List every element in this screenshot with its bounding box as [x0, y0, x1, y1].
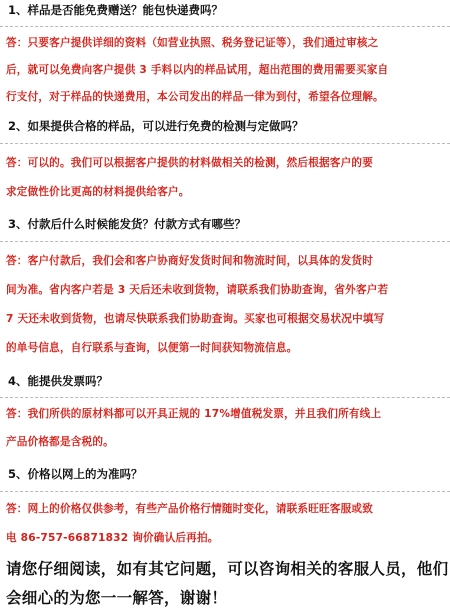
faq-answer-3-line-3: 7 天还未收到货物，也请尽快联系我们协助查询。买家也可根据交易状况中填写: [6, 313, 385, 325]
faq-answer-5-line-1: 答：网上的价格仅供参考，有些产品价格行情随时变化，请联系旺旺客服或致: [6, 503, 373, 515]
faq-answer-2-line-2: 求定做性价比更高的材料提供给客户。: [6, 186, 190, 198]
faq-answer-2: [6, 149, 446, 207]
faq-question-1: 1、样品是否能免费赠送？能包快递费吗？: [8, 3, 223, 17]
closing-note-line-1: 请您仔细阅读，如有其它问题，可以咨询相关的客服人员，他们: [6, 560, 449, 578]
faq-question-4: 4、能提供发票吗？: [8, 374, 109, 388]
faq-answer-4-line-1: 答：我们所供的原材料都可以开具正规的 17%增值税发票，并且我们所有线上: [6, 408, 382, 420]
closing-note-line-2: 会细心的为您一一解答，谢谢！: [6, 589, 228, 607]
faq-answer-1: [6, 30, 446, 111]
faq-answer-3: [6, 247, 446, 363]
faq-answer-3-line-1: 答：客户付款后，我们会和客户协商好发货时间和物流时间，以具体的发货时: [6, 255, 373, 267]
faq-question-3: 3、付款后什么时候能发货？付款方式有哪些？: [8, 217, 246, 231]
separator-2: [0, 143, 450, 144]
faq-answer-3-line-4: 的单号信息，自行联系与查询，以便第一时间获知物流信息。: [6, 342, 298, 354]
faq-answer-3-line-2: 间为准。省内客户若是 3 天后还未收到货物，请联系我们协助查询，省外客户若: [6, 284, 389, 296]
faq-answer-4: [6, 400, 446, 456]
closing-note: [6, 555, 449, 613]
faq-answer-1-line-1: 答：只要客户提供详细的资料（如营业执照、税务登记证等），我们通过审核之: [6, 37, 379, 49]
faq-question-5: 5、价格以网上的为准吗？: [8, 467, 143, 481]
faq-answer-1-line-3: 行支付，对于样品的快递费用，本公司发出的样品一律为到付，希望各位理解。: [6, 91, 384, 103]
separator-1: [0, 26, 450, 27]
faq-question-2: 2、如果提供合格的样品，可以进行免费的检测与定做吗？: [8, 119, 304, 133]
faq-answer-2-line-1: 答：可以的。我们可以根据客户提供的材料做相关的检测，然后根据客户的要: [6, 157, 373, 169]
faq-answer-4-line-2: 产品价格都是含税的。: [6, 436, 114, 448]
faq-answer-5: [6, 495, 446, 553]
separator-5: [0, 491, 450, 492]
separator-4: [0, 397, 450, 398]
faq-answer-1-line-2: 后，就可以免费向客户提供 3 手料以内的样品试用，超出范围的费用需要买家自: [6, 64, 389, 76]
faq-answer-5-line-2: 电 86-757-66871832 询价确认后再拍。: [6, 532, 219, 544]
separator-3: [0, 241, 450, 242]
